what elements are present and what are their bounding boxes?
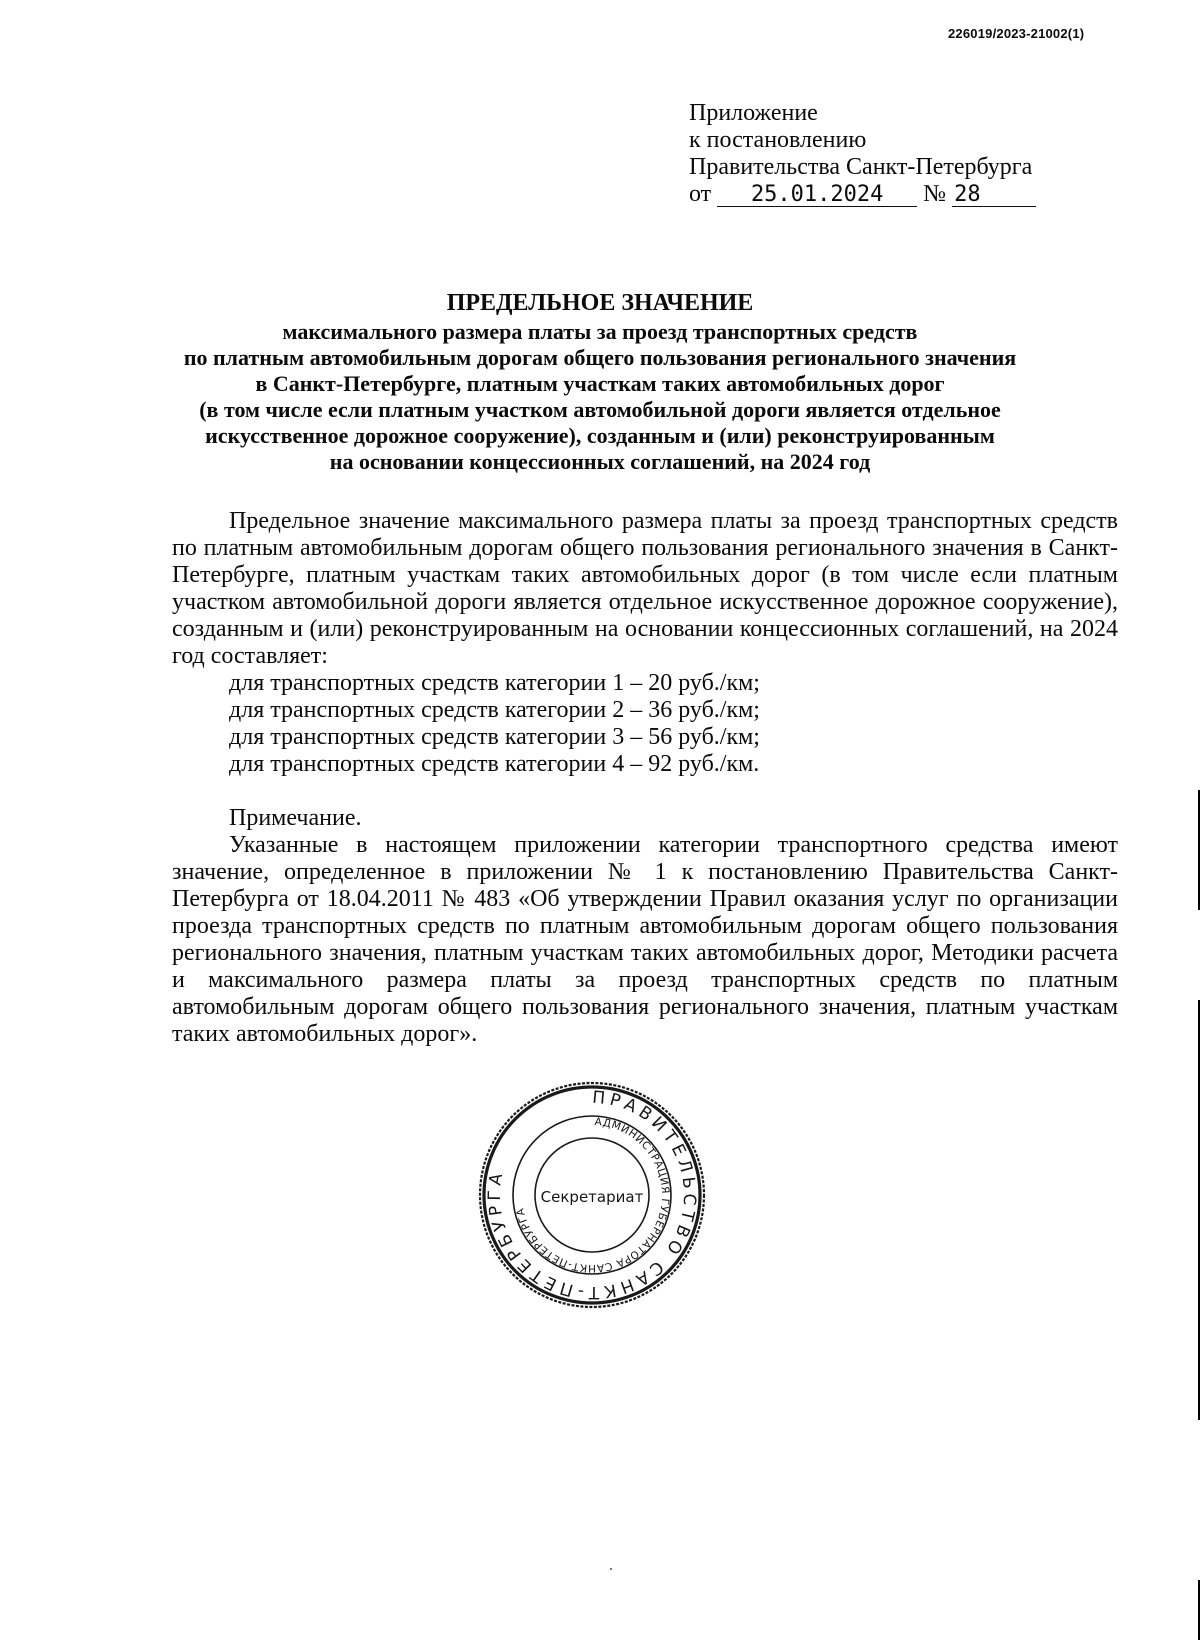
seal-graphic <box>477 1080 707 1310</box>
document-body <box>172 508 1118 1048</box>
title-line: (в том числе если платным участком автомобильной дороги является отдельное <box>199 397 1001 422</box>
title-line: в Санкт-Петербурге, платным участкам таких автомобильных дорог <box>255 371 945 396</box>
scan-speck <box>610 1568 612 1570</box>
document-title <box>150 290 1050 475</box>
appendix-header <box>689 100 1036 208</box>
note-paragraph: Указанные в настоящем приложении категории транспортного средства имеют значение, определенное в приложении № 1 к постановлению Правительства Санкт-Петербурга от 18.04.2011 № 483 «Об утверждении Правил оказания услуг по организации проезда транспортных средств по платным автомобильным дорогам общего пользования регионального значения, платным участкам таких автомобильных дорог, Методики расчета и максимального размера платы за проезд транспортных средств по платным автомобильным дорогам общего пользования регионального значения, платным участкам таких автомобильных дорог». <box>172 832 1118 1047</box>
title-line: искусственное дорожное сооружение), созданным и (или) реконструированным <box>205 423 995 448</box>
rate-item: для транспортных средств категории 4 – 92 руб./км. <box>229 751 760 777</box>
resolution-date: 25.01.2024 <box>717 184 917 207</box>
appendix-line-2: к постановлению <box>689 127 867 153</box>
appendix-line-3: Правительства Санкт-Петербурга <box>689 154 1033 180</box>
rate-item: для транспортных средств категории 2 – 36 руб./км; <box>229 697 760 723</box>
number-label: № <box>923 181 947 207</box>
intro-paragraph: Предельное значение максимального размера платы за проезд транспортных средств по платным автомобильным дорогам общего пользования регионального значения в Санкт-Петербурге, платным участкам таких автомобильных дорог (в том числе если платным участком автомобильной дороги является отдельное искусственное дорожное сооружение), созданным и (или) реконструированным на основании концессионных соглашений, на 2024 год составляет: <box>172 508 1118 669</box>
appendix-date-line <box>689 181 1036 208</box>
seal-outer-text: ПРАВИТЕЛЬСТВО САНКТ-ПЕТЕРБУРГА <box>484 1087 700 1303</box>
document-registration-number: 226019/2023-21002(1) <box>948 26 1085 41</box>
title-line: на основании концессионных соглашений, на 2024 год <box>329 449 871 474</box>
note-title: Примечание. <box>229 805 362 831</box>
title-line: максимального размера платы за проезд транспортных средств <box>282 319 918 344</box>
resolution-number: 28 <box>952 184 1036 207</box>
seal-center-text: Секретариат <box>540 1188 644 1206</box>
rate-item: для транспортных средств категории 3 – 56 руб./км; <box>229 724 760 750</box>
appendix-line-1: Приложение <box>689 100 818 126</box>
rate-item: для транспортных средств категории 1 – 20 руб./км; <box>229 670 760 696</box>
official-seal-stamp <box>477 1080 707 1310</box>
rate-list <box>172 670 1118 778</box>
title-line: по платным автомобильным дорогам общего пользования регионального значения <box>183 345 1017 370</box>
seal-inner-text: АДМИНИСТРАЦИЯ ГУБЕРНАТОРА САНКТ-ПЕТЕРБУРГА <box>514 1115 672 1275</box>
from-label: от <box>689 181 712 207</box>
title-main: ПРЕДЕЛЬНОЕ ЗНАЧЕНИЕ <box>446 290 754 316</box>
